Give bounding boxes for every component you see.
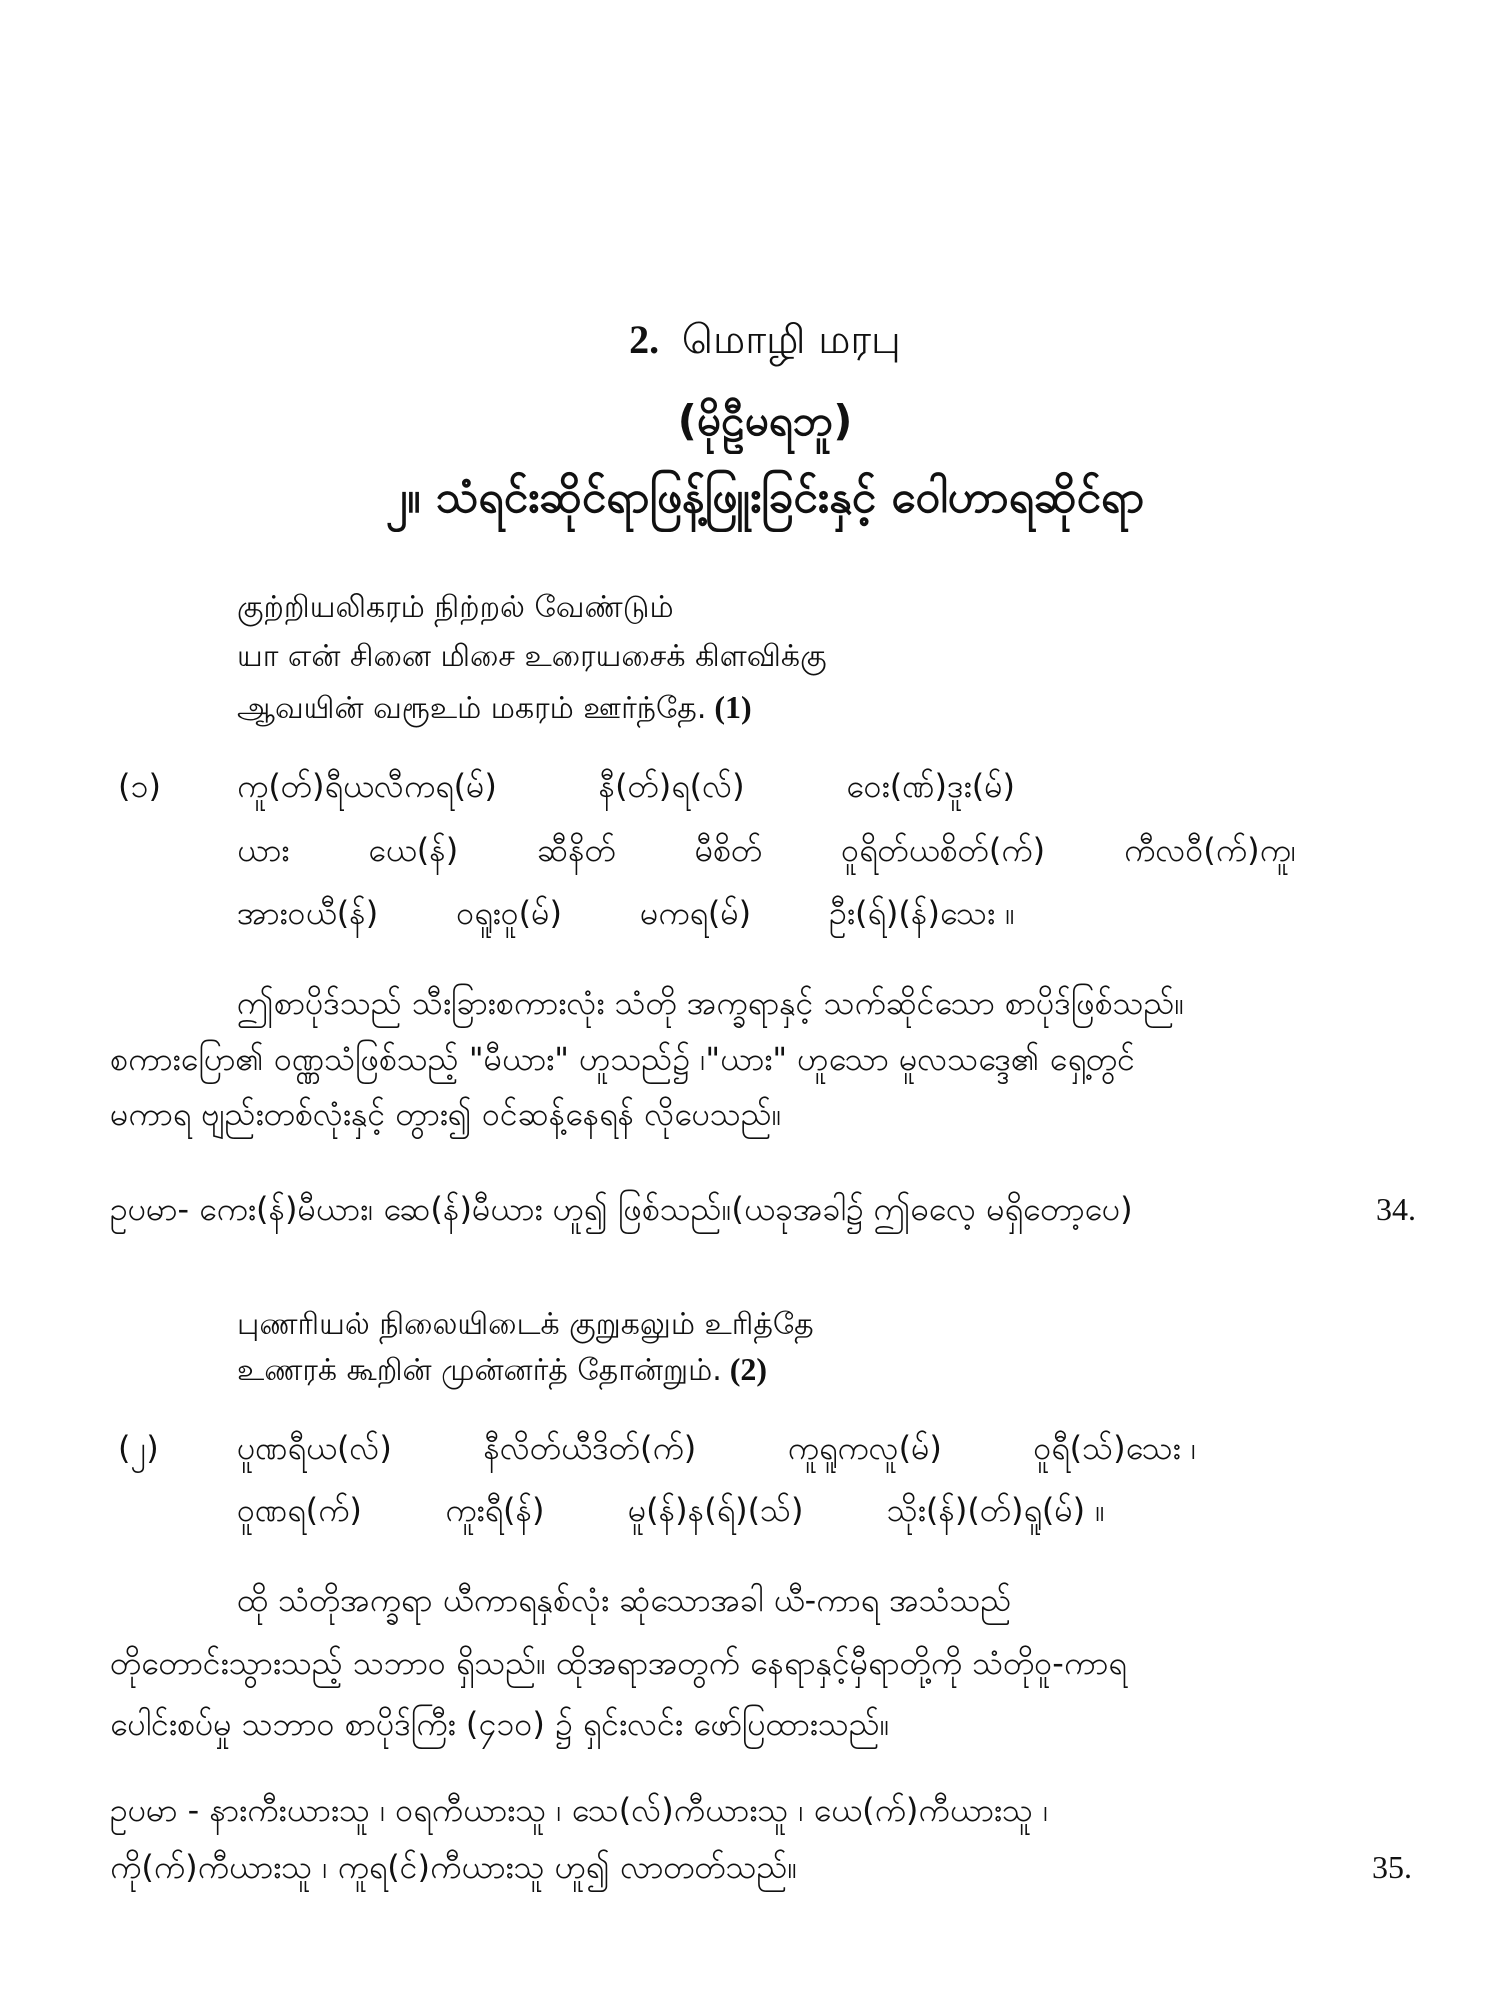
- transliteration-word: ကူရူကလူ(မ်): [787, 1429, 942, 1467]
- explanation-line: ပေါင်းစပ်မှု သဘာဝ စာပိုဒ်ကြီး (၄၁၀) ၌ ရှင်းလင်း ဖော်ပြထားသည်။: [110, 1705, 890, 1743]
- chapter-number: 2.: [629, 317, 660, 362]
- transliteration-word: ယား: [237, 831, 290, 869]
- explanation-line: တိုတောင်းသွားသည့် သဘာဝ ရှိသည်။ ထိုအရာအတွက် နေရာနှင့်မှီရာတို့ကို သံတိုဝူ-ကာရ: [110, 1644, 1127, 1682]
- transliteration-word: ဝူရီ(သ်)သေး ၊: [1033, 1429, 1196, 1467]
- transliteration-word: ဦး(ရ်)(န်)သေး ။: [829, 894, 1015, 932]
- explanation-line: ထို သံတိုအက္ခရာ ယီကာရနှစ်လုံး ဆုံသောအခါ ယီ-ကာရ အသံသည်: [237, 1581, 1012, 1619]
- transliteration-word: ဆီနိတ်: [537, 831, 616, 869]
- tamil-verse-text: ஆவயின் வரூஉம் மகரம் ஊர்ந்தே.: [237, 691, 707, 726]
- transliteration-word: မကရ(မ်): [639, 894, 752, 932]
- transliteration-line: [237, 758, 1015, 814]
- tamil-verse-text: உணரக் கூறின் முன்னர்த் தோன்றும்.: [237, 1353, 722, 1388]
- transliteration-word: နီလိတ်ယီဒိတ်(က်): [483, 1429, 697, 1467]
- transliteration-line: [237, 822, 1296, 878]
- transliteration-line: [237, 1482, 1105, 1538]
- transliteration-word: မူ(န်)န(ရ်)(သ်): [627, 1491, 804, 1529]
- chapter-transliteration: (မိုဠီမရဘူ): [677, 396, 853, 445]
- transliteration-word: ဝေး(ဏ်)ဒူး(မ်): [846, 767, 1015, 805]
- transliteration-line: [237, 885, 1015, 941]
- explanation-line: ဤစာပိုဒ်သည် သီးခြားစကားလုံး သံတို အက္ခရာနှင့် သက်ဆိုင်သော စာပိုဒ်ဖြစ်သည်။: [237, 984, 1185, 1022]
- tamil-verse-line: குற்றியலிகரம் நிற்றல் வேண்டும்: [237, 590, 674, 625]
- transliteration-word: အားဝယီ(န်): [237, 894, 379, 932]
- transliteration-word: ဝူရိတ်ယစိတ်(က်): [841, 831, 1046, 869]
- explanation-line: မကာရ ဗျည်းတစ်လုံးနှင့် တွား၍ ဝင်ဆန့်နေရန် လိုပေသည်။: [110, 1095, 782, 1133]
- tamil-verse-line: [237, 1345, 1337, 1393]
- verse-number: (2): [729, 1351, 768, 1387]
- tamil-verse-line: [237, 683, 1337, 731]
- page-number: 35.: [1372, 1849, 1412, 1885]
- transliteration-word: သိုး(န်)(တ်)ရူ(မ်) ။: [886, 1491, 1105, 1529]
- verse-marker: (၁): [118, 767, 161, 805]
- transliteration-word: ကူးရီ(န်): [445, 1491, 545, 1529]
- verse-number: (1): [714, 689, 752, 725]
- transliteration-word: ဝရူးဝူ(မ်): [456, 894, 562, 932]
- example-line: ဥပမာ- ကေး(န်)မီယား၊ ဆေ(န်)မီယား ဟူ၍ ဖြစ်သည်။(ယခုအခါ၌ ဤဓလေ့ မရှိတော့ပေ): [110, 1190, 1133, 1228]
- transliteration-word: ယေ(န်): [368, 831, 459, 869]
- example-line: ကို(က်)ကီယားသူ ၊ ကူရ(င်)ကီယားသူ ဟူ၍ လာတတ်သည်။: [110, 1848, 798, 1886]
- verse-marker: (၂): [118, 1429, 159, 1467]
- transliteration-word: မီစိတ်: [694, 831, 763, 869]
- section-title: ၂။ သံရင်းဆိုင်ရာဖြန့်ဖြူးခြင်းနှင့် ဝေါဟာရဆိုင်ရာ: [385, 472, 1145, 523]
- page-number: 34.: [1376, 1191, 1416, 1227]
- transliteration-word: ကူ(တ်)ရီယလီကရ(မ်): [237, 767, 497, 805]
- chapter-title: [0, 308, 1500, 372]
- example-line: ဥပမာ - နားကီးယားသူ ၊ ဝရကီယားသူ ၊ သေ(လ်)ကီယားသူ ၊ ယေ(က်)ကီယားသူ ၊: [110, 1791, 1049, 1829]
- transliteration-word: ပူဏရီယ(လ်): [237, 1429, 392, 1467]
- tamil-verse-line: யா என் சினை மிசை உரையசைக் கிளவிக்கு: [237, 639, 827, 674]
- transliteration-line: [237, 1420, 1196, 1476]
- transliteration-word: နီ(တ်)ရ(လ်): [598, 767, 745, 805]
- explanation-line: စကားပြော၏ ဝဏ္ဏသံဖြစ်သည့် "မီယား" ဟူသည်၌ ၊"ယား" ဟူသော မူလသဒ္ဒေ၏ ရှေ့တွင်: [110, 1040, 1135, 1078]
- transliteration-word: ဝူဏရ(က်): [237, 1491, 362, 1529]
- tamil-verse-line: புணரியல் நிலையிடைக் குறுகலும் உரித்தே: [237, 1307, 814, 1342]
- transliteration-word: ကီလဝီ(က်)ကူ၊: [1124, 831, 1296, 869]
- chapter-tamil-title: மொழி மரபு: [681, 317, 901, 363]
